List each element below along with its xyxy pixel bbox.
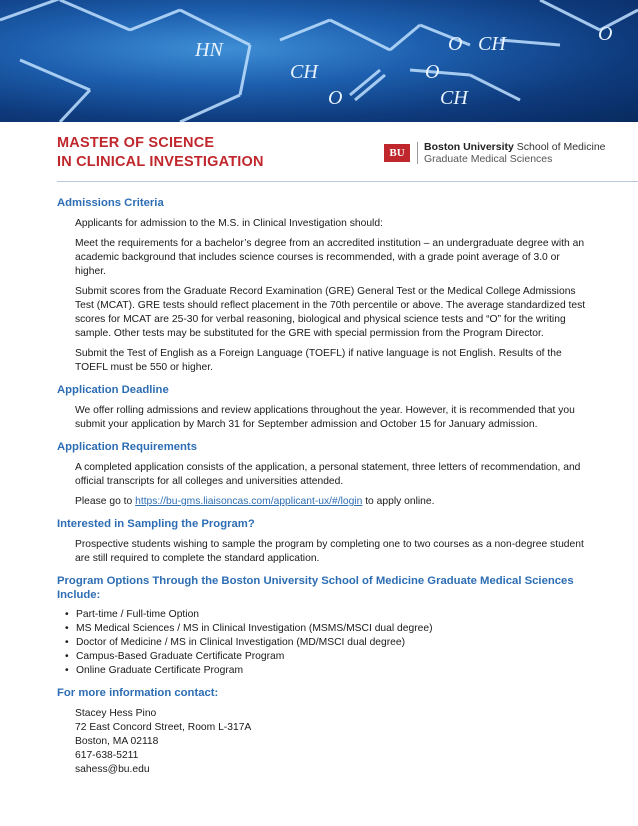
banner-label: O [425, 61, 440, 83]
logo-university: Boston University [424, 141, 514, 153]
application-link[interactable]: https://bu-gms.liaisoncas.com/applicant-ux/#/login [135, 496, 363, 507]
contact-street: 72 East Concord Street, Room L-317A [75, 722, 252, 733]
banner-label: O [328, 87, 343, 109]
bu-logo [384, 141, 606, 165]
sampling-heading: Interested in Sampling the Program? [57, 518, 255, 530]
sampling-paragraph: Prospective students wishing to sample the program by completing one to two courses as a non-degree student are still required to complete the standard application. [75, 539, 584, 564]
list-item: • Campus-Based Graduate Certificate Program [65, 650, 589, 664]
deadline-paragraph: We offer rolling admissions and review applications throughout the year. However, it is recommended that you submit your application by March 31 for September admission and October 15 for January admission. [75, 405, 575, 430]
logo-department: Graduate Medical Sciences [424, 153, 553, 165]
deadline-heading: Application Deadline [57, 384, 169, 396]
banner-label: O [448, 33, 463, 55]
admissions-heading: Admissions Criteria [57, 197, 164, 209]
options-list [65, 608, 589, 678]
apply-online-paragraph [75, 495, 589, 509]
admissions-toefl-paragraph: Submit the Test of English as a Foreign Language (TOEFL) if native language is not English. Results of the TOEFL must be 550 or higher. [75, 348, 562, 373]
admissions-degree-paragraph: Meet the requirements for a bachelor’s degree from an accredited institution – an undergraduate degree with an academic background that includes science courses is recommended, with a grade point average of 3.0 or higher. [75, 238, 585, 277]
sampling-section [57, 517, 589, 566]
list-item: • Doctor of Medicine / MS in Clinical Investigation (MD/MSCI dual degree) [65, 636, 589, 650]
banner-label: CH [478, 33, 506, 55]
page-title-line1: MASTER OF SCIENCE [57, 135, 215, 151]
requirements-heading: Application Requirements [57, 441, 197, 453]
admissions-intro: Applicants for admission to the M.S. in Clinical Investigation should: [75, 218, 383, 229]
banner-label: CH [290, 61, 318, 83]
options-section [57, 574, 589, 678]
banner-label: CH [440, 87, 468, 109]
logo-text [424, 141, 606, 165]
bu-logo-mark: BU [384, 144, 410, 162]
options-heading: Program Options Through the Boston University School of Medicine Graduate Medical Sciences Include: [57, 575, 574, 601]
contact-email: sahess@bu.edu [75, 764, 150, 775]
deadline-section [57, 383, 589, 432]
list-item: • Online Graduate Certificate Program [65, 664, 589, 678]
banner-label: O [598, 23, 613, 45]
apply-online-prefix: Please go to [75, 496, 136, 507]
page-title [57, 134, 264, 172]
contact-city: Boston, MA 02118 [75, 736, 159, 747]
header-divider [57, 181, 638, 182]
list-item: • MS Medical Sciences / MS in Clinical Investigation (MSMS/MSCI dual degree) [65, 622, 589, 636]
logo-school: School of Medicine [513, 141, 606, 153]
requirements-paragraph: A completed application consists of the application, a personal statement, three letters of recommendation, and official transcripts for all colleges and universities attended. [75, 462, 581, 487]
logo-divider [417, 142, 418, 164]
admissions-scores-paragraph: Submit scores from the Graduate Record Examination (GRE) General Test or the Medical College Admissions Test (MCAT). GRE tests should reflect placement in the 70th percentile or above. The average standardized test scores for MCAT are 25-30 for verbal reasoning, biological and physical science tests and “O” for the writing sample. Other tests may be substituted for the GRE with special permission from the Program Director. [75, 286, 586, 339]
contact-phone: 617-638-5211 [75, 750, 139, 761]
list-item: • Part-time / Full-time Option [65, 608, 589, 622]
banner-label: HN [195, 39, 223, 61]
apply-online-suffix: to apply online. [362, 496, 435, 507]
requirements-section [57, 440, 589, 509]
admissions-section [57, 196, 589, 375]
page-title-line2: IN CLINICAL INVESTIGATION [57, 154, 264, 170]
molecule-graphic [0, 0, 638, 122]
contact-heading: For more information contact: [57, 687, 219, 699]
main-content [57, 196, 589, 785]
header-banner-image [0, 0, 638, 122]
contact-section [57, 686, 589, 777]
contact-name: Stacey Hess Pino [75, 708, 157, 719]
